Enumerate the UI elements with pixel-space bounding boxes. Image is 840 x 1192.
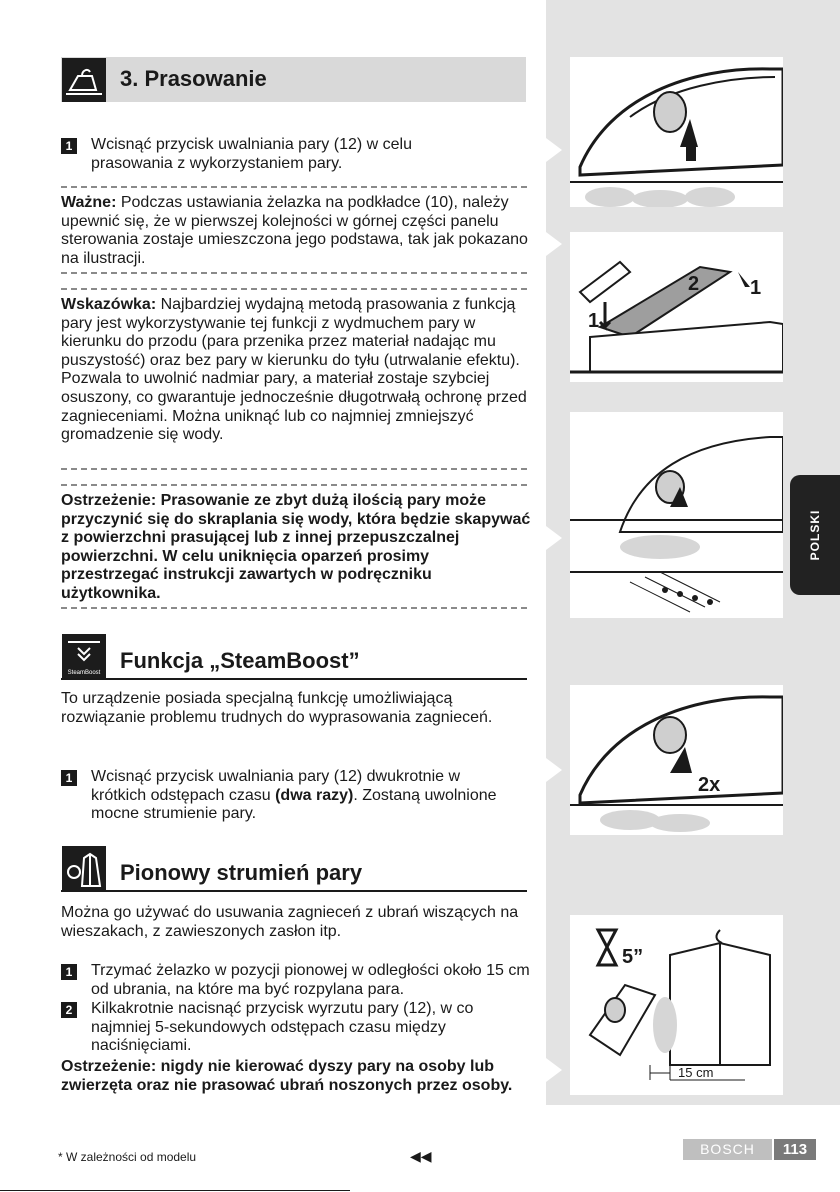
step-number: 1: [61, 770, 77, 786]
dashed-divider: [61, 272, 527, 274]
bottom-rule: [0, 1190, 350, 1191]
ironing-icon: [62, 58, 106, 102]
iron-steamboost-illustration: [570, 685, 783, 835]
illus-label-15cm: 15 cm: [678, 1065, 714, 1080]
iron-steam-illustration: [570, 57, 783, 207]
step-text: Kilkakrotnie nacisnąć przycisk wyrzutu pary (12), w co najmniej 5-sekundowych odstępach czasu między naciśnięciami.: [91, 1000, 474, 1055]
dashed-divider: [61, 484, 527, 486]
iron-drip-illustration: [570, 412, 783, 618]
page-number: 113: [774, 1139, 816, 1160]
language-tab: [790, 475, 840, 595]
dashed-divider: [61, 607, 527, 609]
step-text-bold: (dwa razy): [275, 786, 354, 804]
pointer-arrow: [546, 526, 562, 550]
illus-label-5s: 5”: [622, 946, 644, 968]
tip-note: [61, 296, 531, 445]
tip-text: Najbardziej wydajną metodą prasowania z funkcją pary jest wykorzystywanie tej funkcji z wydmuchem pary w kierunku do przodu (para przenika przez materiał nadając mu puszystość) oraz bez pary w kierunku do tyłu (utrwalanie efektu). Pozwala to uwolnić nadmiar pary, a materiał zostaje szybciej osuszony, co gwarantuje jednocześnie długotrwałą ochronę przed zagnieceniami. Można uniknąć lub co najmniej zmniejszyć gromadzenie się wody.: [61, 296, 527, 444]
section-title: Pionowy strumień pary: [120, 860, 363, 885]
pointer-arrow: [546, 138, 562, 162]
section-title: 3. Prasowanie: [120, 66, 267, 91]
language-tab-label: POLSKI: [808, 509, 822, 561]
step-number: 2: [61, 1002, 77, 1018]
pointer-arrow: [546, 232, 562, 256]
step-number: 1: [61, 138, 77, 154]
section-underline: [61, 890, 527, 892]
step-text: Wcisnąć przycisk uwalniania pary (12) w celu prasowania z wykorzystaniem pary.: [91, 136, 412, 172]
illus-label-2x: 2x: [698, 774, 721, 796]
important-text: Podczas ustawiania żelazka na podkładce (10), należy upewnić się, że w pierwszej kolejności w górnej części panelu sterowania zostaje umieszczona jego podstawa, tak jak pokazano na ilustracji.: [61, 194, 528, 267]
footnote: * W zależności od modelu: [58, 1150, 197, 1164]
steamboost-icon: [62, 634, 106, 678]
illus-label-2: 2: [688, 273, 700, 295]
pointer-arrow: [546, 1058, 562, 1082]
brand-label: BOSCH: [683, 1139, 772, 1160]
dashed-divider: [61, 288, 527, 290]
tip-label: Wskazówka:: [61, 296, 157, 313]
illus-label-1: 1: [588, 310, 600, 332]
steamboost-icon-label: SteamBoost: [67, 670, 101, 676]
step-text-part: Wcisnąć przycisk uwalniania pary (12) dwukrotnie w krótkich odstępach czasu: [91, 768, 461, 804]
warning-note: Ostrzeżenie: nigdy nie kierować dyszy pary na osoby lub zwierzęta oraz nie prasować ubrań noszonych przez osoby.: [61, 1058, 513, 1094]
important-note: [61, 194, 531, 268]
section-intro: To urządzenie posiada specjalną funkcję umożliwiającą rozwiązanie problemu trudnych do wyprasowania zagnieceń.: [61, 690, 493, 726]
step-number: 1: [61, 964, 77, 980]
warning-note: Ostrzeżenie: Prasowanie ze zbyt dużą ilością pary może przyczynić się do skraplania się wody, która będzie skapywać z powierzchni prasującej lub z innej przepuszczalnej powierzchni. W celu uniknięcia oparzeń prosimy przestrzegać instrukcji zawartych w podręczniku użytkownika.: [61, 492, 531, 602]
iron-base-illustration: [570, 232, 783, 382]
vertical-steam-illustration: [570, 915, 783, 1095]
step-text: [91, 768, 511, 824]
important-label: Ważne:: [61, 194, 117, 211]
back-arrows-icon: ◀◀: [410, 1148, 432, 1164]
step-text-part: . Zostaną uwolnione mocne strumienie pary.: [91, 786, 497, 823]
illus-label-1: 1: [750, 277, 762, 299]
pointer-arrow: [546, 758, 562, 782]
dashed-divider: [61, 468, 527, 470]
section-intro: Można go używać do usuwania zagnieceń z ubrań wiszących na wieszakach, z zawieszonych zasłon itp.: [61, 904, 519, 940]
section-title: Funkcja „SteamBoost”: [120, 648, 360, 673]
dashed-divider: [61, 186, 527, 188]
vertical-steam-icon: [62, 846, 106, 890]
step-text: Trzymać żelazko w pozycji pionowej w odległości około 15 cm od ubrania, na które ma być rozpylana para.: [91, 962, 530, 998]
section-underline: [61, 678, 527, 680]
